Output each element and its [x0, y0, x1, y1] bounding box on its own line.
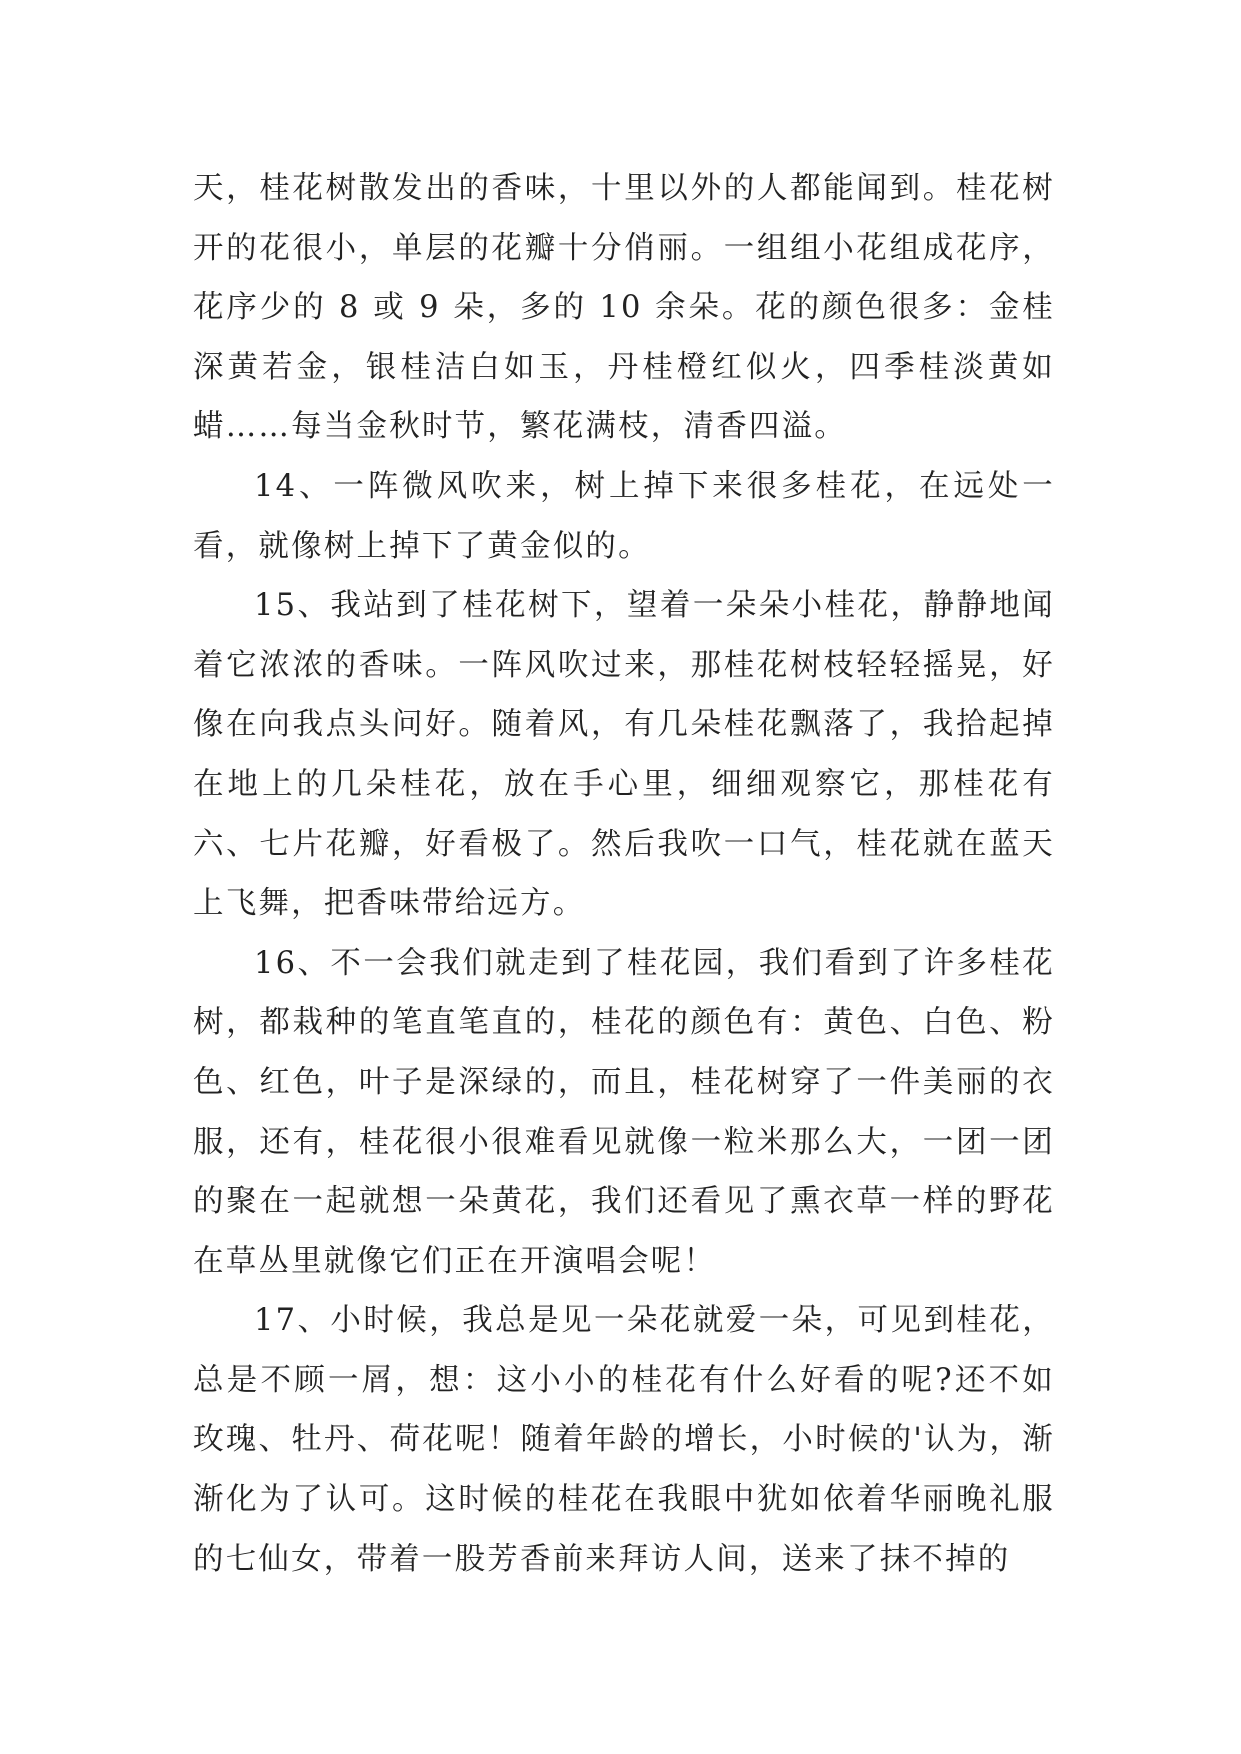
paragraph-14: 14、一阵微风吹来，树上掉下来很多桂花，在远处一看，就像树上掉下了黄金似的。 — [193, 468, 1055, 564]
paragraph-17: 17、小时候，我总是见一朵花就爱一朵，可见到桂花，总是不顾一屑，想：这小小的桂花有什么好看的呢?还不如玫瑰、牡丹、荷花呢！随着年龄的增长，小时候的'认为，渐渐化为了认可。这时候的桂花在我眼中犹如依着华丽晚礼服的七仙女，带着一股芳香前来拜访人间，送来了抹不掉的 — [193, 1303, 1055, 1577]
paragraph-15: 15、我站到了桂花树下，望着一朵朵小桂花，静静地闻着它浓浓的香味。一阵风吹过来，那桂花树枝轻轻摇晃，好像在向我点头问好。随着风，有几朵桂花飘落了，我拾起掉在地上的几朵桂花，放在手心里，细细观察它，那桂花有六、七片花瓣，好看极了。然后我吹一口气，桂花就在蓝天上飞舞，把香味带给远方。 — [193, 588, 1055, 922]
paragraph-continued: 天，桂花树散发出的香味，十里以外的人都能闻到。桂花树开的花很小，单层的花瓣十分俏丽。一组组小花组成花序，花序少的 8 或 9 朵，多的 10 余朵。花的颜色很多：金桂深黄若金，银桂洁白如玉，丹桂橙红似火，四季桂淡黄如蜡……每当金秋时节，繁花满枝，清香四溢。 — [193, 171, 1055, 445]
document-body — [193, 159, 1055, 1589]
paragraph-16: 16、不一会我们就走到了桂花园，我们看到了许多桂花树，都栽种的笔直笔直的，桂花的颜色有：黄色、白色、粉色、红色，叶子是深绿的，而且，桂花树穿了一件美丽的衣服，还有，桂花很小很难看见就像一粒米那么大，一团一团的聚在一起就想一朵黄花，我们还看见了熏衣草一样的野花在草丛里就像它们正在开演唱会呢！ — [193, 945, 1055, 1279]
